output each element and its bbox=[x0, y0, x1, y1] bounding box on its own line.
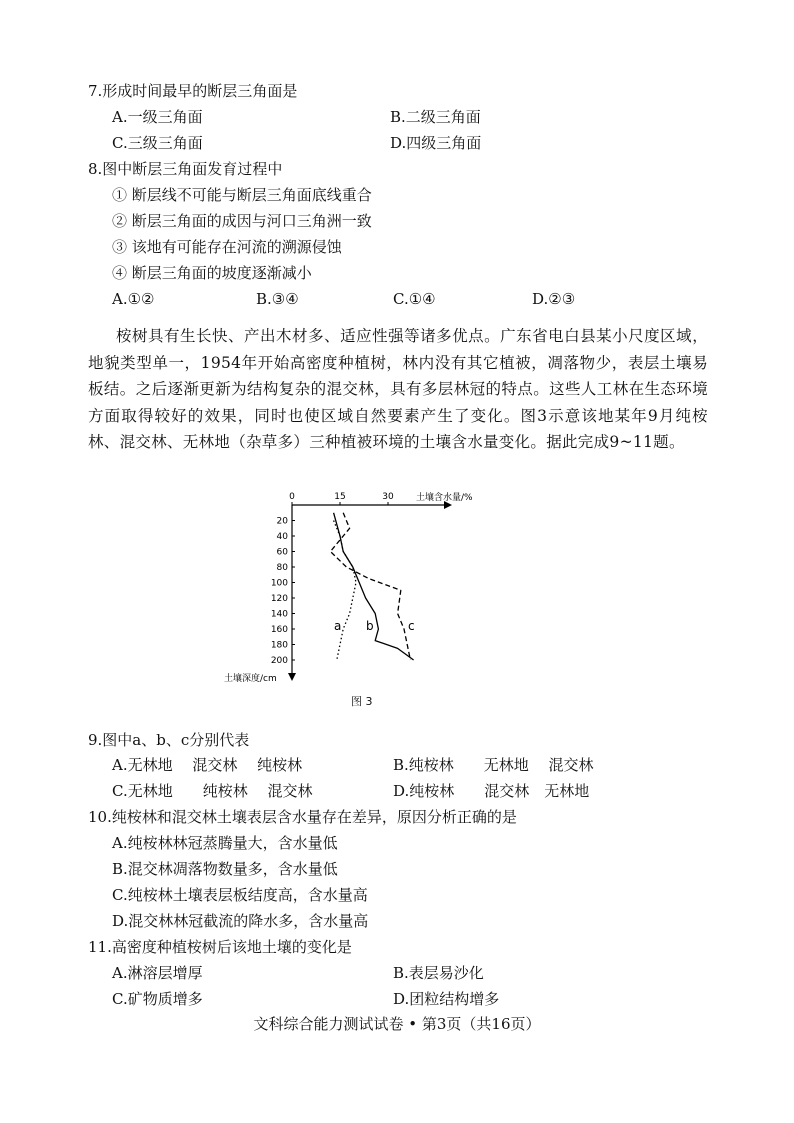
page-footer: 文科综合能力测试试卷 • 第3页（共16页） bbox=[253, 1015, 541, 1033]
curve-label-b: b bbox=[366, 619, 374, 633]
q10-option-d[interactable]: D.混交林林冠截流的降水多，含水量高 bbox=[112, 912, 369, 930]
q10-option-c[interactable]: C.纯桉林土壤表层板结度高，含水量高 bbox=[112, 886, 368, 904]
q10-stem: 10.纯桉林和混交林土壤表层含水量存在差异，原因分析正确的是 bbox=[88, 808, 517, 826]
y-tick-label: 140 bbox=[270, 609, 288, 620]
q11-option-d[interactable]: D.团粒结构增多 bbox=[393, 990, 500, 1008]
y-tick-label: 20 bbox=[276, 516, 288, 527]
q8-option-b[interactable]: B.③④ bbox=[256, 290, 299, 308]
y-tick-group bbox=[271, 517, 295, 667]
x-tick-label: 15 bbox=[334, 492, 346, 502]
reading-passage: 桉树具有生长快、产出木材多、适应性强等诸多优点。广东省电白县某小尺度区域，地貌类型单一，1954年开始高密度种植树，林内没有其它植被，凋落物少，表层土壤易板结。之后逐渐更新为结构复杂的混交林，具有多层林冠的特点。这些人工林在生态环境方面取得较好的效果，同时也使区域自然要素产生了变化。图3示意该地某年9月纯桉林、混交林、无林地（杂草多）三种植被环境的土壤含水量变化。据此完成9~11题。 bbox=[88, 327, 708, 451]
x-tick-group bbox=[289, 492, 394, 505]
y-axis-title: 土壤深度/cm bbox=[224, 674, 277, 684]
q8-option-a[interactable]: A.①② bbox=[112, 290, 155, 308]
q8-item-1: ① 断层线不可能与断层三角面底线重合 bbox=[112, 186, 372, 204]
q11-option-a[interactable]: A.淋溶层增厚 bbox=[112, 964, 203, 982]
q8-option-d[interactable]: D.②③ bbox=[532, 290, 576, 308]
y-tick-label: 160 bbox=[270, 625, 288, 635]
curve-c bbox=[330, 513, 410, 660]
y-tick-label: 60 bbox=[276, 547, 288, 558]
q9-option-b[interactable]: B.纯桉林 无林地 混交林 bbox=[393, 756, 594, 774]
q10-option-b[interactable]: B.混交林凋落物数量多，含水量低 bbox=[112, 860, 338, 878]
q7-option-d[interactable]: D.四级三角面 bbox=[390, 134, 482, 152]
q7-option-b[interactable]: B.二级三角面 bbox=[390, 108, 481, 126]
q8-stem: 8.图中断层三角面发育过程中 bbox=[88, 160, 283, 178]
q11-stem: 11.高密度种植桉树后该地土壤的变化是 bbox=[88, 938, 352, 956]
q8-item-2: ② 断层三角面的成因与河口三角洲一致 bbox=[112, 212, 372, 230]
figure-3-chart bbox=[220, 486, 500, 706]
q7-option-c[interactable]: C.三级三角面 bbox=[112, 134, 203, 152]
q8-option-c[interactable]: C.①④ bbox=[393, 290, 436, 308]
q7-stem: 7.形成时间最早的断层三角面是 bbox=[88, 82, 298, 100]
y-tick-label: 40 bbox=[276, 532, 288, 542]
y-tick-label: 100 bbox=[270, 578, 288, 589]
y-tick-label: 80 bbox=[276, 563, 288, 573]
x-tick-label: 0 bbox=[289, 492, 295, 502]
q8-item-4: ④ 断层三角面的坡度逐渐减小 bbox=[112, 264, 312, 282]
curve-label-c: c bbox=[408, 619, 415, 633]
q9-stem: 9.图中a、b、c分别代表 bbox=[88, 731, 250, 749]
q11-option-b[interactable]: B.表层易沙化 bbox=[393, 964, 484, 982]
curve-group bbox=[330, 513, 413, 660]
y-tick-label: 120 bbox=[270, 594, 288, 604]
y-tick-label: 200 bbox=[270, 656, 288, 666]
curve-label-a: a bbox=[334, 619, 342, 633]
q7-option-a[interactable]: A.一级三角面 bbox=[112, 108, 203, 126]
x-axis-title: 土壤含水量/% bbox=[416, 493, 473, 503]
figure-caption: 图 3 bbox=[351, 695, 373, 708]
q9-option-d[interactable]: D.纯桉林 混交林 无林地 bbox=[393, 782, 590, 800]
q8-item-3: ③ 该地有可能存在河流的溯源侵蚀 bbox=[112, 238, 342, 256]
y-tick-label: 180 bbox=[270, 640, 288, 651]
q9-option-c[interactable]: C.无林地 纯桉林 混交林 bbox=[112, 782, 313, 800]
q10-option-a[interactable]: A.纯桉林林冠蒸腾量大，含水量低 bbox=[112, 834, 338, 852]
q11-option-c[interactable]: C.矿物质增多 bbox=[112, 990, 203, 1008]
curve-b bbox=[334, 513, 414, 660]
q9-option-a[interactable]: A.无林地 混交林 纯桉林 bbox=[112, 756, 303, 774]
y-axis-arrow bbox=[288, 673, 296, 681]
x-tick-label: 30 bbox=[382, 492, 394, 502]
curve-a bbox=[334, 521, 356, 661]
